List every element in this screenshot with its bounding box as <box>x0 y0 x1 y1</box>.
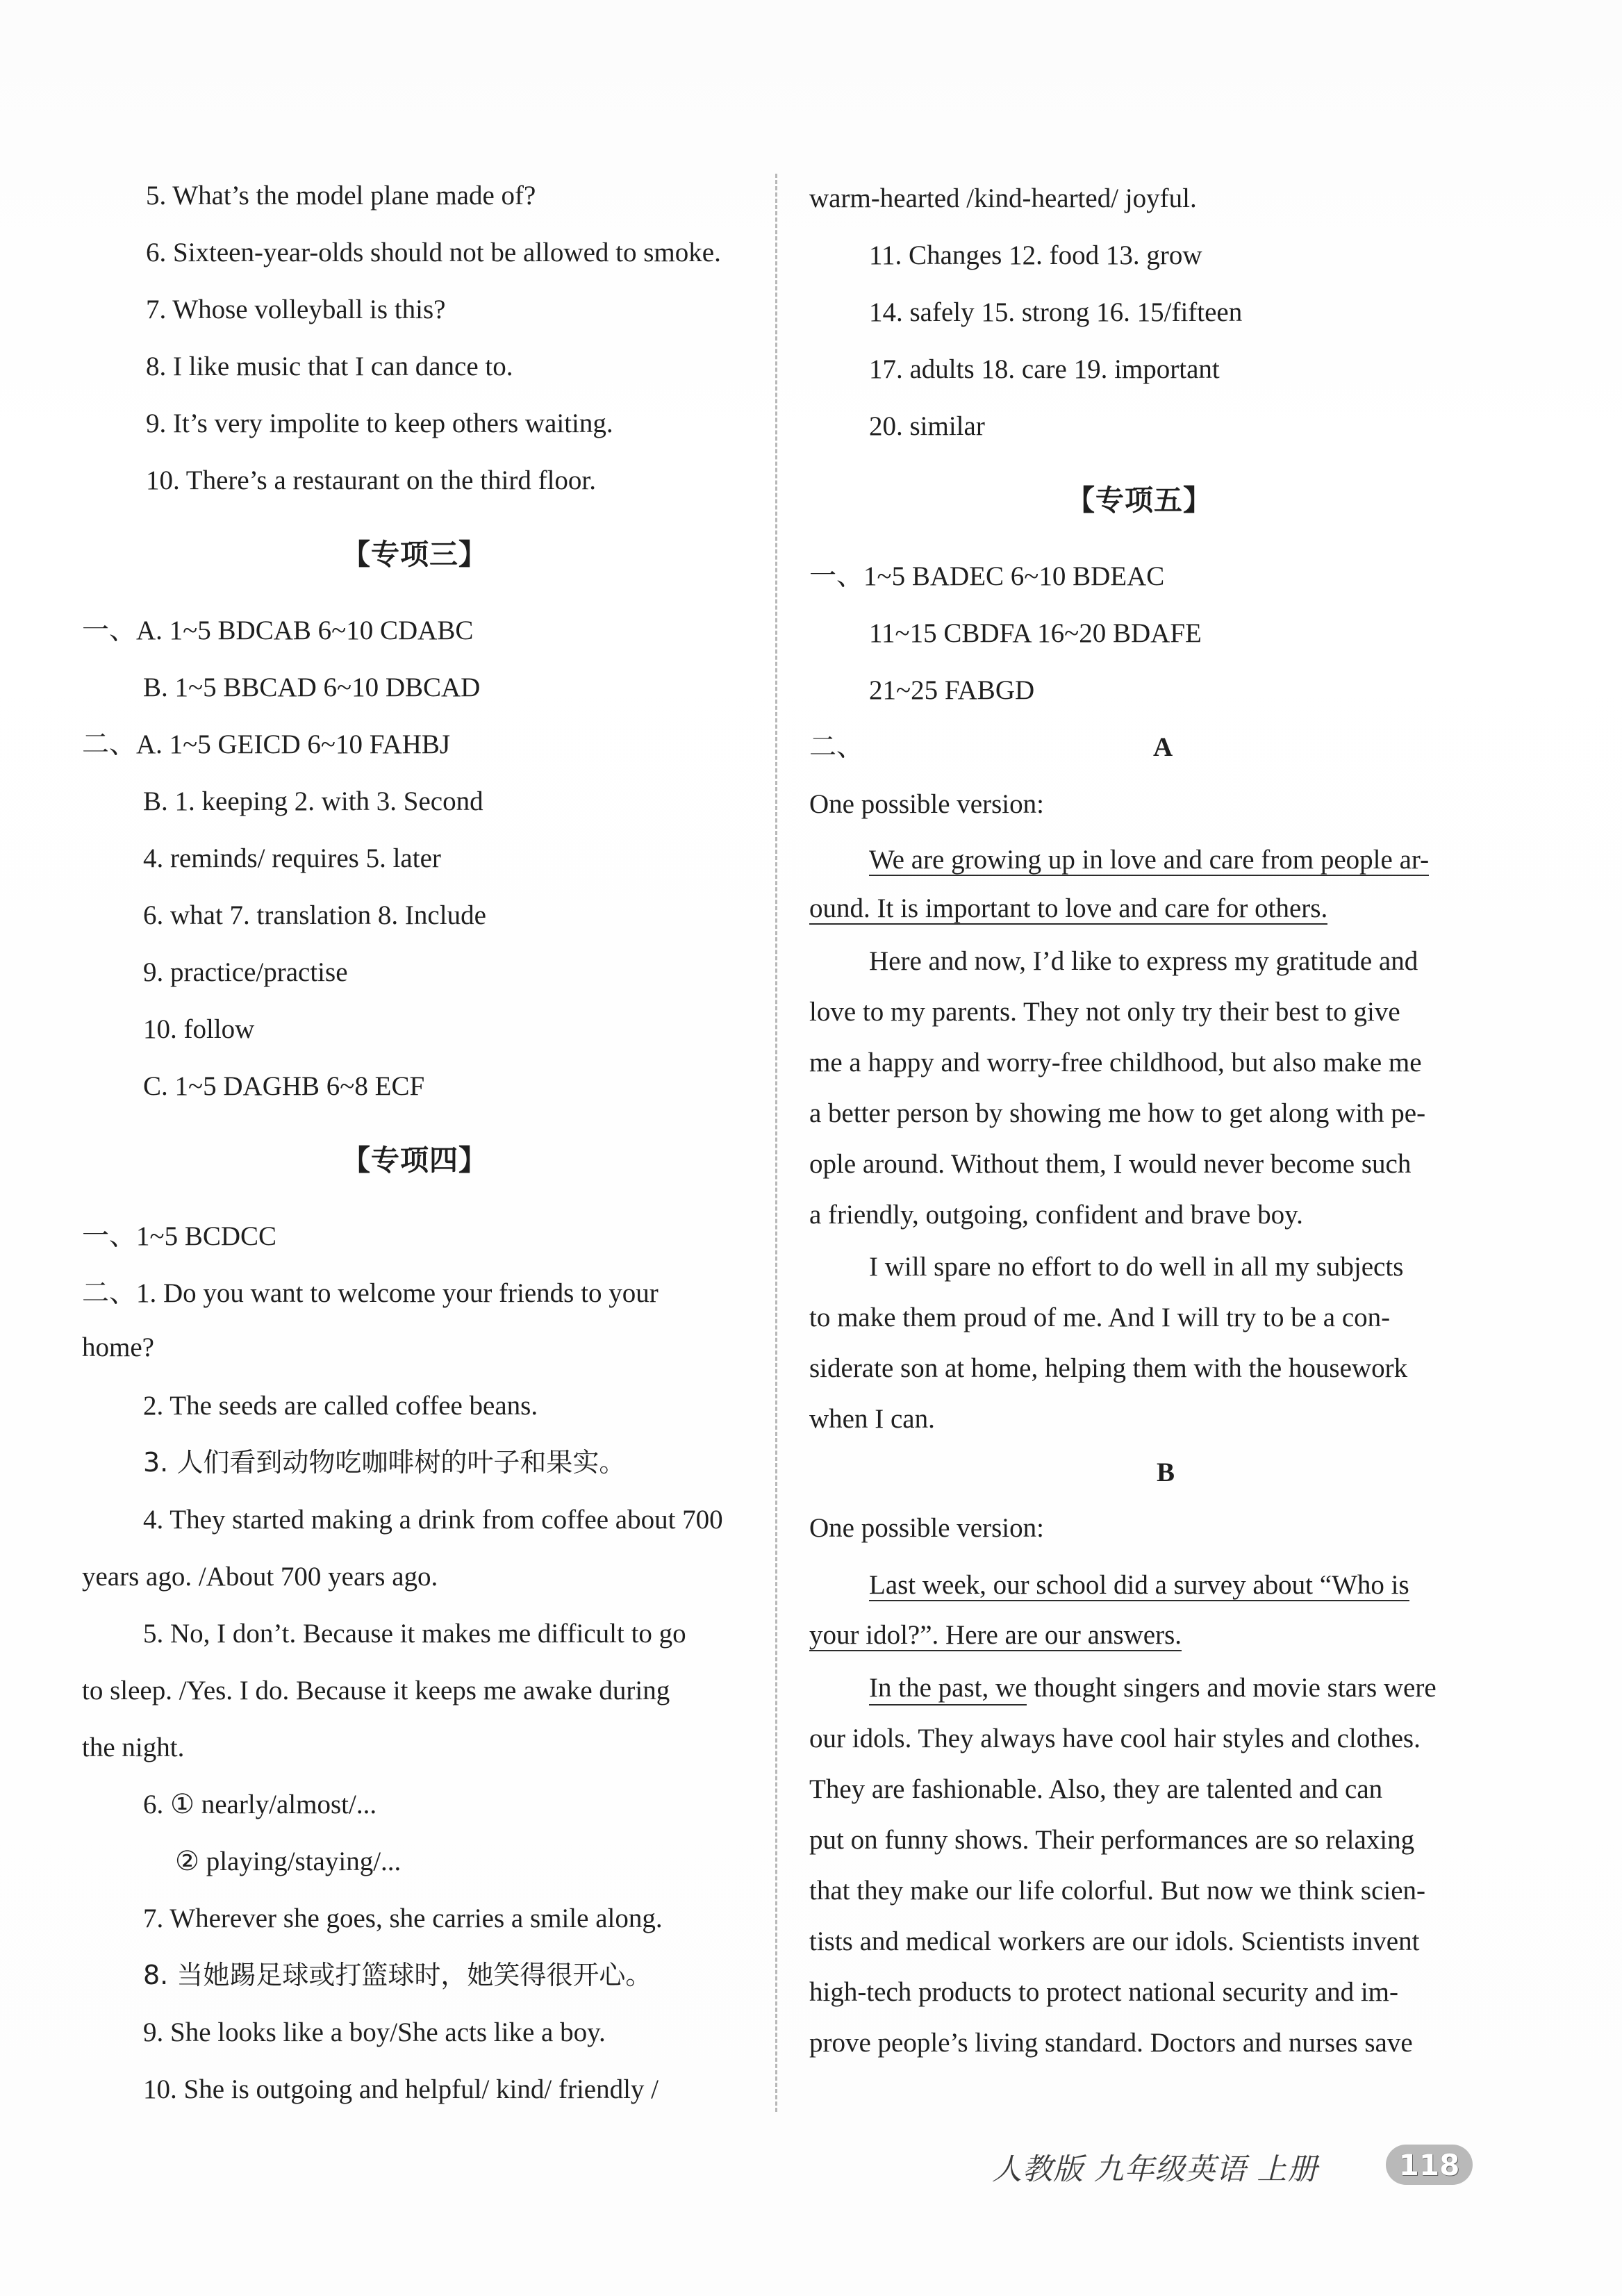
essay-line: when I can. <box>809 1404 935 1434</box>
answer-line: ② playing/staying/... <box>175 1847 402 1876</box>
essay-line: a better person by showing me how to get along with pe- <box>809 1098 1426 1128</box>
answer-line: 8. 当她踢足球或打篮球时，她笑得很开心。 <box>143 1960 652 1990</box>
subsection-a-title: A <box>1153 732 1173 762</box>
essay-line: I will spare no effort to do well in all my subjects <box>869 1252 1404 1282</box>
answer-line: home? <box>82 1332 154 1362</box>
page-number: 118 <box>1386 2145 1473 2185</box>
answer-line: 二、1. Do you want to welcome your friends to your <box>82 1278 659 1308</box>
answer-line: 17. adults 18. care 19. important <box>869 354 1220 384</box>
answer-line: 4. reminds/ requires 5. later <box>143 843 441 873</box>
essay-line: They are fashionable. Also, they are talented and can <box>809 1774 1383 1804</box>
underlined-line: ound. It is important to love and care for others. <box>809 893 1328 923</box>
essay-line: siderate son at home, helping them with the housework <box>809 1353 1408 1383</box>
underlined-line: Last week, our school did a survey about “Who is <box>869 1570 1409 1600</box>
essay-line: me a happy and worry-free childhood, but also make me <box>809 1048 1422 1077</box>
answer-line: B. 1. keeping 2. with 3. Second <box>143 786 483 816</box>
essay-line: tists and medical workers are our idols. Scientists invent <box>809 1926 1420 1956</box>
answer-line: C. 1~5 DAGHB 6~8 ECF <box>143 1071 425 1101</box>
essay-line: to make them proud of me. And I will try to be a con- <box>809 1303 1391 1332</box>
underlined-line: your idol?”. Here are our answers. <box>809 1620 1182 1650</box>
essay-line: Here and now, I’d like to express my gratitude and <box>869 946 1418 976</box>
essay-line: One possible version: <box>809 1513 1044 1543</box>
underlined-phrase: In the past, we <box>869 1673 1027 1706</box>
essay-line: love to my parents. They not only try their best to give <box>809 997 1400 1027</box>
answer-line: 9. She looks like a boy/She acts like a boy. <box>143 2017 606 2047</box>
answer-line: 7. Whose volleyball is this? <box>146 295 446 324</box>
answer-line: 一、1~5 BADEC 6~10 BDEAC <box>809 561 1165 591</box>
answer-line: 4. They started making a drink from coffee about 700 <box>143 1505 723 1535</box>
section-title-4: 【专项四】 <box>342 1143 488 1177</box>
answer-line: 10. She is outgoing and helpful/ kind/ friendly / <box>143 2074 659 2104</box>
answer-line: B. 1~5 BBCAD 6~10 DBCAD <box>143 672 481 702</box>
answer-line: 2. The seeds are called coffee beans. <box>143 1391 538 1421</box>
answer-line: 3. 人们看到动物吃咖啡树的叶子和果实。 <box>143 1447 626 1478</box>
answer-line: 二、A. 1~5 GEICD 6~10 FAHBJ <box>82 729 451 759</box>
answer-line: 10. follow <box>143 1014 255 1044</box>
answer-line: 11~15 CBDFA 16~20 BDAFE <box>869 618 1202 648</box>
answer-line: 21~25 FABGD <box>869 675 1035 705</box>
answer-line: the night. <box>82 1733 185 1762</box>
answer-line: 一、A. 1~5 BDCAB 6~10 CDABC <box>82 616 474 645</box>
essay-line: ople around. Without them, I would never become such <box>809 1149 1412 1179</box>
subsection-b-title: B <box>1157 1457 1175 1487</box>
column-divider <box>775 174 777 2112</box>
essay-line: a friendly, outgoing, confident and brave boy. <box>809 1200 1303 1230</box>
answer-line: 8. I like music that I can dance to. <box>146 352 513 381</box>
answer-line: 6. what 7. translation 8. Include <box>143 900 486 930</box>
book-title: 人教版 九年级英语 上册 <box>992 2152 1318 2187</box>
essay-line: our idols. They always have cool hair styles and clothes. <box>809 1724 1421 1753</box>
answer-line: 一、1~5 BCDCC <box>82 1221 277 1251</box>
underlined-line: We are growing up in love and care from people ar- <box>869 845 1430 875</box>
answer-line: 14. safely 15. strong 16. 15/fifteen <box>869 297 1243 327</box>
section-title-3: 【专项三】 <box>342 538 488 571</box>
answer-line: 20. similar <box>869 411 985 441</box>
essay-line-rest: thought singers and movie stars were <box>1027 1673 1437 1703</box>
answer-line: 二、 <box>809 732 864 762</box>
answer-line: warm-hearted /kind-hearted/ joyful. <box>809 183 1197 213</box>
essay-line: put on funny shows. Their performances are so relaxing <box>809 1825 1415 1855</box>
section-title-5: 【专项五】 <box>1066 484 1212 517</box>
answer-line: 5. No, I don’t. Because it makes me difficult to go <box>143 1619 686 1649</box>
essay-line: that they make our life colorful. But now we think scien- <box>809 1876 1426 1906</box>
answer-line: 5. What’s the model plane made of? <box>146 181 536 210</box>
essay-line: prove people’s living standard. Doctors and nurses save <box>809 2028 1413 2058</box>
answer-line: 6. ① nearly/almost/... <box>143 1790 377 1819</box>
answer-line: One possible version: <box>809 789 1044 819</box>
essay-line: high-tech products to protect national security and im- <box>809 1977 1399 2007</box>
page-footer <box>992 2145 1478 2185</box>
essay-line <box>869 1674 1437 1701</box>
answer-line: years ago. /About 700 years ago. <box>82 1562 438 1592</box>
answer-line: 9. It’s very impolite to keep others waiting. <box>146 408 613 438</box>
answer-line: 6. Sixteen-year-olds should not be allowed to smoke. <box>146 238 721 267</box>
answer-line: 11. Changes 12. food 13. grow <box>869 240 1202 270</box>
answer-line: 7. Wherever she goes, she carries a smile along. <box>143 1903 663 1933</box>
answer-line: to sleep. /Yes. I do. Because it keeps me awake during <box>82 1676 670 1706</box>
answer-line: 9. practice/practise <box>143 957 348 987</box>
answer-line: 10. There’s a restaurant on the third floor. <box>146 465 597 495</box>
